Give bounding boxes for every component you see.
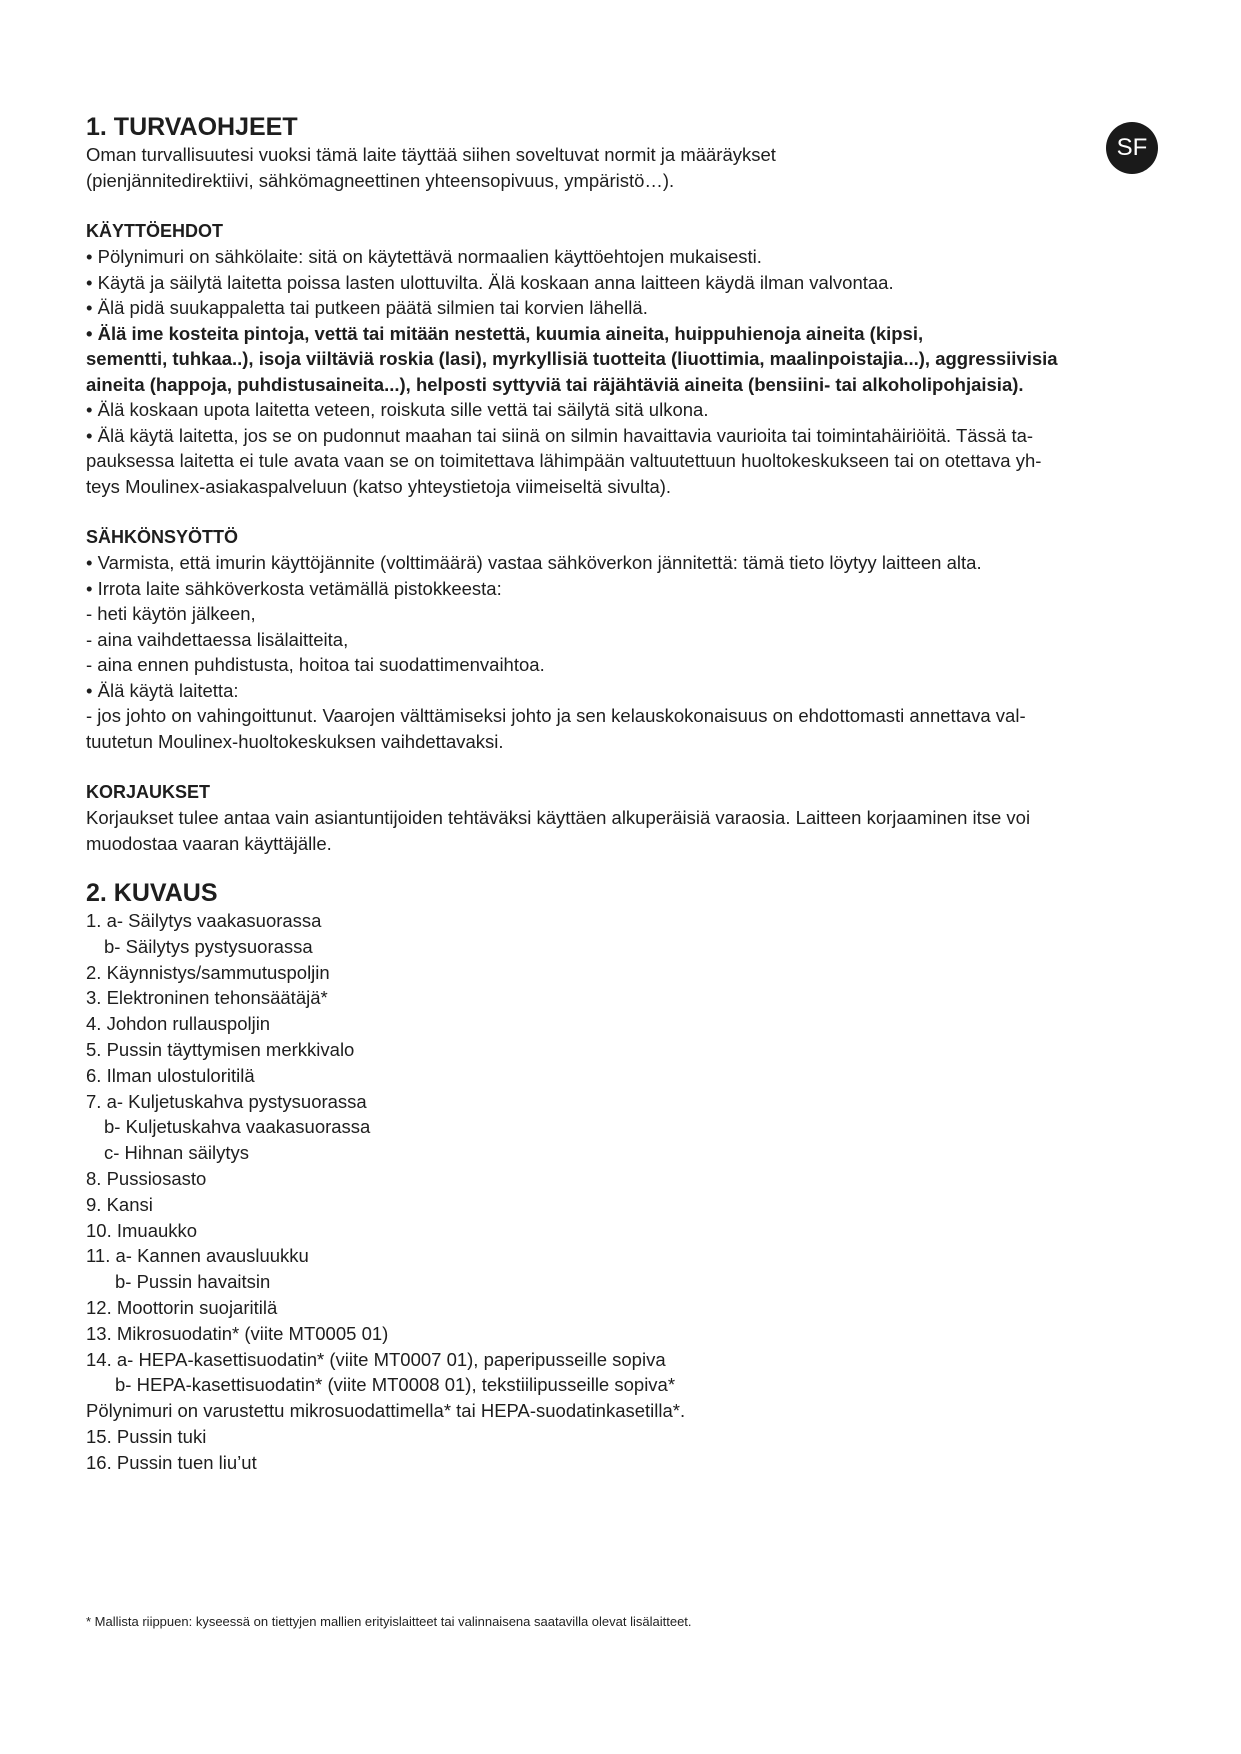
list-item: c- Hihnan säilytys xyxy=(104,1142,249,1164)
list-item: b- Kuljetuskahva vaakasuorassa xyxy=(104,1116,371,1138)
list-item: 9. Kansi xyxy=(86,1193,153,1215)
list-item: 12. Moottorin suojaritilä xyxy=(86,1296,278,1318)
section-1-title: 1. TURVAOHJEET xyxy=(86,113,298,141)
sahkonsyotto-line: • Irrota laite sähköverkosta vetämällä pistokkeesta: xyxy=(86,577,502,599)
kayttoehdot-line: pauksessa laitetta ei tule avata vaan se on toimitettava lähimpään valtuutettuun huoltokeskukseen tai on otettava yh- xyxy=(86,450,1042,471)
list-item: 14. a- HEPA-kasettisuodatin* (viite MT0007 01), paperipusseille sopiva xyxy=(86,1348,666,1370)
korjaukset-heading: KORJAUKSET xyxy=(86,782,211,802)
kayttoehdot-line: • Älä käytä laitetta, jos se on pudonnut maahan tai siinä on silmin havaittavia vaurioita tai toimintahäiriöitä. Tässä ta- xyxy=(86,424,1034,446)
sahkonsyotto-heading: SÄHKÖNSYÖTTÖ xyxy=(86,527,239,547)
list-item: b- Pussin havaitsin xyxy=(115,1271,271,1293)
list-item: 4. Johdon rullauspoljin xyxy=(86,1013,271,1035)
footnote: * Mallista riippuen: kyseessä on tiettyjen mallien erityislaitteet tai valinnaisena saatavilla olevat lisälaitteet. xyxy=(86,1614,692,1629)
list-item: 8. Pussiosasto xyxy=(86,1167,207,1189)
section-2-title: 2. KUVAUS xyxy=(86,879,218,907)
list-item: 7. a- Kuljetuskahva pystysuorassa xyxy=(86,1090,367,1112)
list-item: 1. a- Säilytys vaakasuorassa xyxy=(86,910,322,931)
sahkonsyotto-line: - heti käytön jälkeen, xyxy=(86,603,256,624)
list-item: 3. Elektroninen tehonsäätäjä* xyxy=(86,987,328,1009)
list-item: Pölynimuri on varustettu mikrosuodattimella* tai HEPA-suodatinkasetilla*. xyxy=(86,1400,686,1422)
sahkonsyotto-line: - jos johto on vahingoittunut. Vaarojen välttämiseksi johto ja sen kelauskokonaisuus on ehdottomasti annettava val- xyxy=(86,705,1026,726)
kayttoehdot-line: teys Moulinex-asiakaspalveluun (katso yhteystietoja viimeiseltä sivulta). xyxy=(86,475,672,497)
list-item: 13. Mikrosuodatin* (viite MT0005 01) xyxy=(86,1322,389,1344)
language-badge: SF xyxy=(1106,122,1158,174)
kayttoehdot-line: • Pölynimuri on sähkölaite: sitä on käytettävä normaalien käyttöehtojen mukaisesti. xyxy=(86,246,762,267)
list-item: 5. Pussin täyttymisen merkkivalo xyxy=(86,1038,355,1060)
list-item: 15. Pussin tuki xyxy=(86,1425,207,1447)
list-item: 11. a- Kannen avausluukku xyxy=(86,1245,309,1267)
kayttoehdot-line: • Älä koskaan upota laitetta veteen, roiskuta sille vettä tai säilytä sitä ulkona. xyxy=(86,399,709,420)
kayttoehdot-heading: KÄYTTÖEHDOT xyxy=(86,221,223,241)
list-item: 6. Ilman ulostuloritilä xyxy=(86,1064,255,1086)
sahkonsyotto-line: • Varmista, että imurin käyttöjännite (volttimäärä) vastaa sähköverkon jännitettä: tämä tieto löytyy laitteen alta. xyxy=(86,552,982,573)
list-item: 2. Käynnistys/sammutuspoljin xyxy=(86,961,330,983)
list-item: b- Säilytys pystysuorassa xyxy=(104,935,313,957)
korjaukset-line: Korjaukset tulee antaa vain asiantuntijoiden tehtäväksi käyttäen alkuperäisiä varaosia. Laitteen korjaaminen itse voi xyxy=(86,807,1031,828)
sahkonsyotto-line: • Älä käytä laitetta: xyxy=(86,679,239,701)
parts-list xyxy=(86,908,1166,1476)
list-item: 10. Imuaukko xyxy=(86,1219,198,1241)
intro-line: Oman turvallisuutesi vuoksi tämä laite täyttää siihen soveltuvat normit ja määräykset xyxy=(86,144,776,165)
sahkonsyotto-line: - aina ennen puhdistusta, hoitoa tai suodattimenvaihtoa. xyxy=(86,654,545,675)
intro-line: (pienjännitedirektiivi, sähkömagneettinen yhteensopivuus, ympäristö…). xyxy=(86,169,675,191)
sahkonsyotto-line: - aina vaihdettaessa lisälaitteita, xyxy=(86,628,349,650)
list-item: b- HEPA-kasettisuodatin* (viite MT0008 01), tekstiilipusseille sopiva* xyxy=(115,1374,676,1396)
sahkonsyotto-line: tuutetun Moulinex-huoltokeskuksen vaihdettavaksi. xyxy=(86,730,504,752)
document-body xyxy=(86,112,1166,1476)
kayttoehdot-line: • Käytä ja säilytä laitetta poissa lasten ulottuvilta. Älä koskaan anna laitteen käydä ilman valvontaa. xyxy=(86,271,894,293)
kayttoehdot-warning-line: • Älä ime kosteita pintoja, vettä tai mitään nestettä, kuumia aineita, huippuhienoja aineita (kipsi, xyxy=(86,322,924,344)
korjaukset-line: muodostaa vaaran käyttäjälle. xyxy=(86,832,332,854)
kayttoehdot-warning-line: sementti, tuhkaa..), isoja viiltäviä roskia (lasi), myrkyllisiä tuotteita (liuottimia, maalinpoistajia...), aggressiivisia xyxy=(86,348,1058,369)
list-item: 16. Pussin tuen liu’ut xyxy=(86,1451,257,1473)
kayttoehdot-warning-line: aineita (happoja, puhdistusaineita...), helposti syttyviä tai räjähtäviä aineita (bensiini- tai alkoholipohjaisia). xyxy=(86,373,1024,395)
kayttoehdot-line: • Älä pidä suukappaletta tai putkeen päätä silmien tai korvien lähellä. xyxy=(86,297,648,318)
